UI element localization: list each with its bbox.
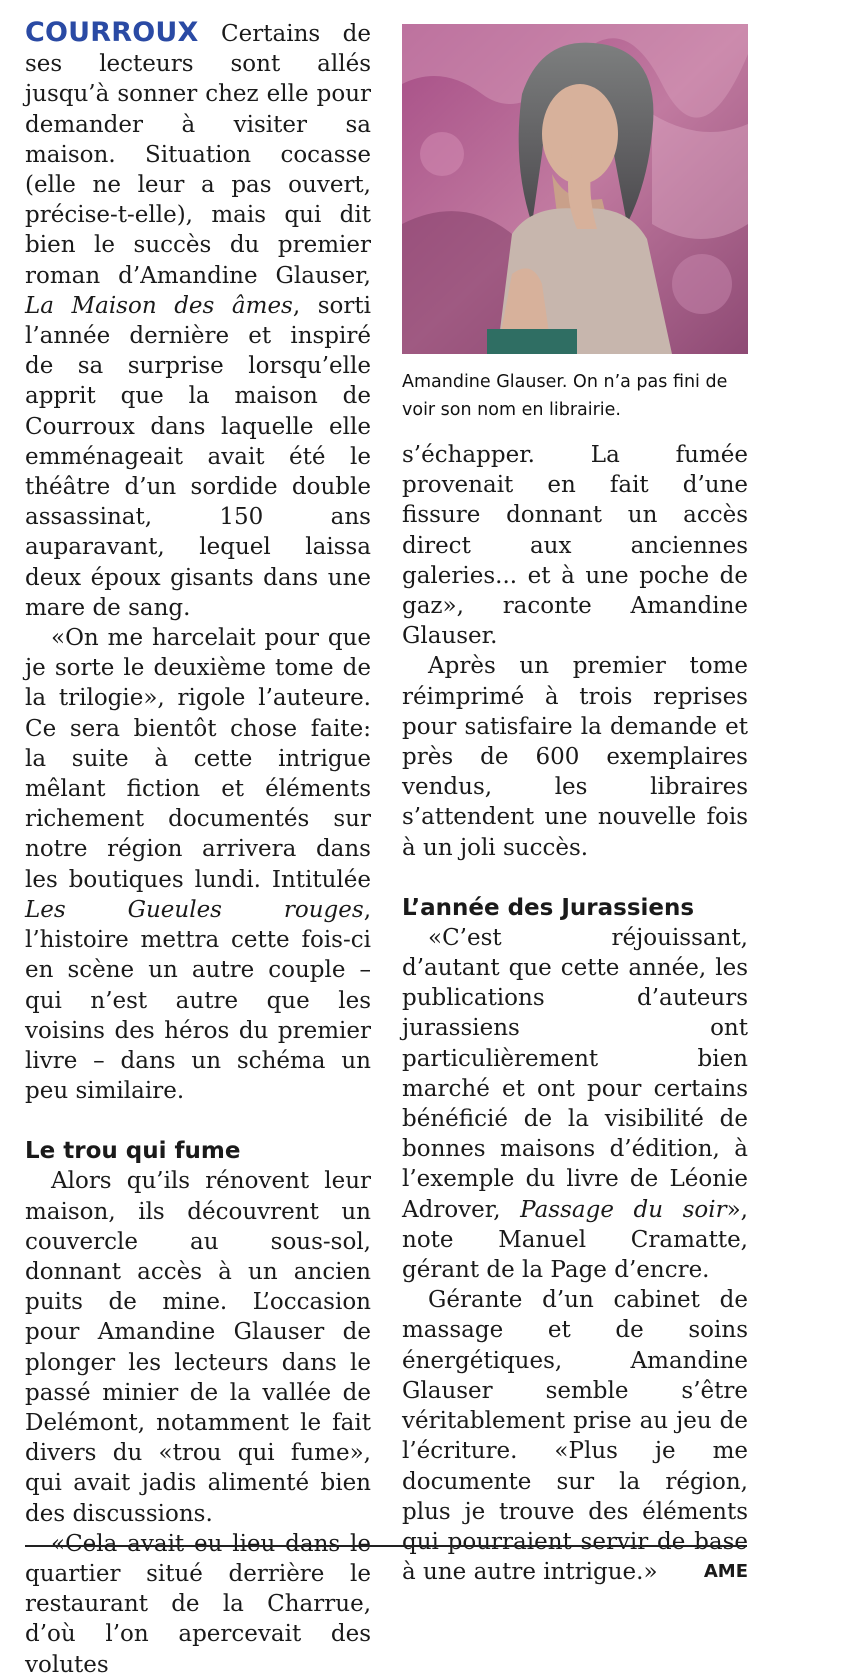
book-title-3: Passage du soir (520, 1196, 727, 1223)
subhead-trou-qui-fume: Le trou qui fume (25, 1138, 241, 1165)
trilogy-text-end: , l’histoire mettra cette fois-ci en scène un autre couple – qui n’est autre que les voisins des héros du premier livre – dans un schéma un peu similaire. (25, 896, 371, 1105)
paragraph-charrue: «Cela avait eu lieu dans le quartier situé derrière le restaurant de la Charrue, d’où l’on apercevait des volutes (25, 1530, 371, 1678)
publications-text-end: », note Manuel Cramatte, gérant de la Page d’encre. (402, 1196, 748, 1284)
kicker-location: COURROUX (25, 17, 199, 48)
author-photo (402, 24, 748, 354)
book-title-1: La Maison des âmes (25, 292, 293, 319)
gerante-text: Gérante d’un cabinet de massage et de soins énergétiques, Amandine Glauser semble s’être véritablement prise au jeu de l’écriture. «Plus je me documente sur la région, plus je trouve des éléments qui pourraient servir de base à une autre intrigue.» (402, 1287, 748, 1586)
trilogy-text: «On me harcelait pour que je sorte le deuxième tome de la trilogie», rigole l’auteure. Ce sera bientôt chose faite: la suite à cette intrigue mêlant fiction et éléments richement documentés sur notre région arrivera dans les boutiques lundi. Intitulée (25, 625, 371, 893)
author-photo-image (402, 24, 748, 354)
paragraph-intro (25, 18, 371, 623)
left-column (25, 18, 371, 1680)
paragraph-fumee: s’échapper. La fumée provenait en fait d’une fissure donnant un accès direct aux anciennes galeries... et à une poche de gaz», raconte Amandine Glauser. (402, 442, 748, 650)
publications-text: «C’est réjouissant, d’autant que cette année, les publications d’auteurs jurassiens ont particulièrement bien marché et ont pour certains bénéficié de la visibilité de bonnes maisons d’édition, à l’exemple du livre de Léonie Adrover, (402, 924, 748, 1223)
photo-caption: Amandine Glauser. On n’a pas fini de voir son nom en librairie. (402, 372, 728, 420)
intro-text-end: , sorti l’année dernière et inspiré de sa surprise lorsqu’elle apprit que la maison de Courroux dans laquelle elle emménageait avait été le théâtre d’un sordide double assassinat, 150 ans auparavant, lequel laissa deux époux gisants dans une mare de sang. (25, 292, 372, 621)
paragraph-gerante (402, 1285, 748, 1587)
right-column (402, 440, 748, 1587)
intro-text: Certains de ses lecteurs sont allés jusqu’à sonner chez elle pour demander à visiter sa maison. Situation cocasse (elle ne leur a pas ouvert, précise-t-elle), mais qui dit bien le succès du premier roman d’Amandine Glauser, (25, 21, 371, 289)
paragraph-trilogy (25, 623, 371, 1106)
bottom-rule (25, 1545, 747, 1547)
book-title-2: Les Gueules rouges (25, 896, 364, 923)
paragraph-succes: Après un premier tome réimprimé à trois reprises pour satisfaire la demande et près de 600 exemplaires vendus, les libraires s’attendent une nouvelle fois à un joli succès. (402, 653, 748, 861)
author-signature: AME (703, 1561, 748, 1583)
paragraph-publications (402, 923, 748, 1285)
paragraph-mine: Alors qu’ils rénovent leur maison, ils découvrent un couvercle au sous-sol, donnant accès à un ancien puits de mine. L’occasion pour Amandine Glauser de plonger les lecteurs dans le passé minier de la vallée de Delémont, notamment le fait divers du «trou qui fume», qui avait jadis alimenté bien des discussions. (25, 1168, 371, 1527)
subhead-annee-jurassiens: L’année des Jurassiens (402, 894, 695, 921)
